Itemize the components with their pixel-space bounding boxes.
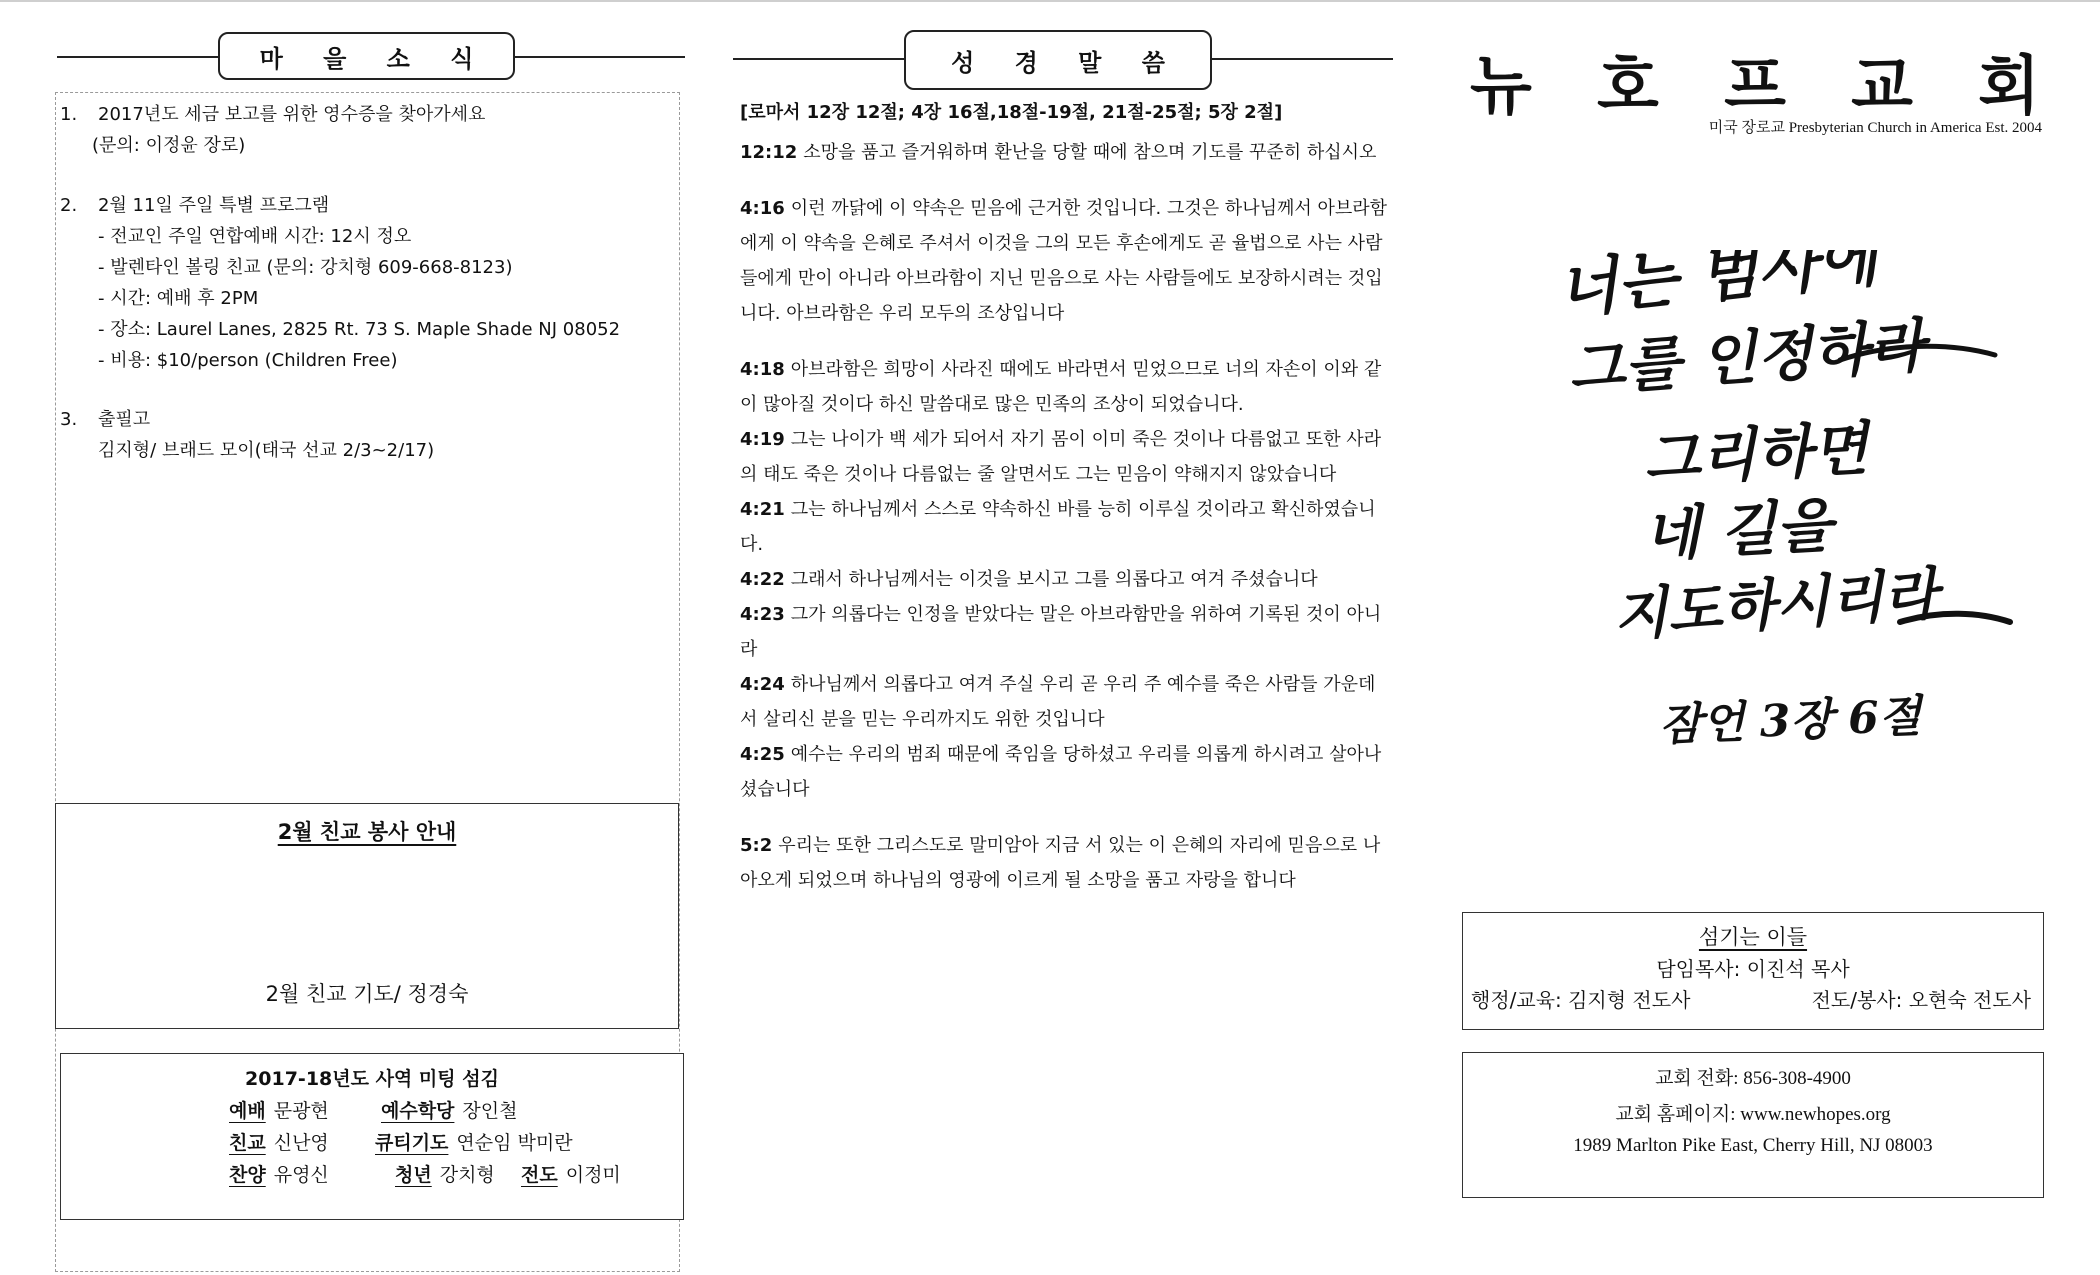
- verse-text: 그는 하나님께서 스스로 약속하신 바를 능히 이루실 것이라고 확신하였습니다.: [740, 499, 1376, 555]
- servant-admin: 행정/교육: 김지형 전도사: [1471, 988, 1691, 1012]
- verse-number: 4:19: [740, 429, 785, 450]
- news-line: - 비용: $10/person (Children Free): [98, 350, 398, 371]
- news-line: - 시간: 예배 후 2PM: [98, 288, 259, 309]
- meeting-row: [395, 1160, 495, 1187]
- news-line: (문의: 이정윤 장로): [92, 135, 246, 156]
- verse-text: 소망을 품고 즐거워하며 환난을 당할 때에 참으며 기도를 꾸준히 하십시오: [803, 142, 1377, 163]
- church-name-char: 뉴: [1470, 50, 1532, 124]
- meeting-role: 예배: [229, 1100, 266, 1122]
- verse-text: 우리는 또한 그리스도로 말미암아 지금 서 있는 이 은혜의 자리에 믿음으로 나아오게 되었으며 하나님의 영광에 이르게 될 소망을 품고 자랑을 합니다: [740, 835, 1381, 891]
- church-name: [1470, 35, 2040, 127]
- verse-text: 그는 나이가 백 세가 되어서 자기 몸이 이미 죽은 것이나 다름없고 또한 사라의 태도 죽은 것이나 다름없는 줄 알면서도 그는 믿음이 약해지지 않았습니다: [740, 429, 1382, 485]
- fellowship-title: 2월 친교 봉사 안내: [277, 820, 457, 844]
- verse-number: 4:21: [740, 499, 785, 520]
- calligraphy-line: 그를 인정하라: [1566, 311, 1927, 404]
- meeting-name: 장인철: [462, 1100, 518, 1122]
- verse-text: 그가 의롭다는 인정을 받았다는 말은 아브라함만을 위하여 기록된 것이 아니라: [740, 604, 1382, 660]
- contact-address: 1989 Marlton Pike East, Cherry Hill, NJ 08003: [1573, 1135, 1933, 1156]
- church-name-char: 교: [1851, 50, 1913, 124]
- servant-pastor: 담임목사: 이진석 목사: [1656, 957, 1850, 981]
- contact-phone: 교회 전화: 856-308-4900: [1655, 1068, 1851, 1089]
- servants-title: 섬기는 이들: [1698, 925, 1808, 949]
- calligraphy-verse: [1540, 250, 2040, 770]
- meeting-row: [229, 1096, 329, 1123]
- news-item-3: [60, 404, 434, 466]
- scripture-paragraph: [740, 828, 1390, 898]
- meeting-role: 찬양: [229, 1164, 266, 1186]
- calligraphy-line: 네 길을: [1642, 491, 1834, 569]
- news-number: 2.: [60, 195, 78, 216]
- meeting-title: 2017-18년도 사역 미팅 섬김: [245, 1068, 499, 1090]
- verse-text: 하나님께서 의롭다고 여겨 주실 우리 곧 우리 주 예수를 죽은 사람들 가운데서 살리신 분을 믿는 우리까지도 위한 것입니다: [740, 674, 1376, 730]
- meeting-name: 문광현: [273, 1100, 329, 1122]
- calligraphy-line: 지도하시리라: [1611, 560, 1940, 649]
- news-line: - 전교인 주일 연합예배 시간: 12시 정오: [98, 226, 412, 247]
- scripture-section-title: 성 경 말 씀: [904, 30, 1212, 90]
- news-item-1: [60, 99, 485, 161]
- church-name-char: 프: [1724, 50, 1786, 124]
- verse-text: 아브라함은 희망이 사라진 때에도 바라면서 믿었으므로 너의 자손이 이와 같이 많아질 것이다 하신 말씀대로 많은 민족의 조상이 되었습니다.: [740, 359, 1382, 415]
- verse-number: 4:24: [740, 674, 785, 695]
- scripture-paragraph: [740, 352, 1390, 807]
- meeting-role: 큐티기도: [375, 1132, 449, 1154]
- calligraphy-line: 너는 범사에: [1553, 250, 1881, 327]
- meeting-role: 청년: [395, 1164, 432, 1186]
- meeting-row: [375, 1128, 573, 1155]
- contact-homepage: 교회 홈페이지: www.newhopes.org: [1615, 1104, 1891, 1125]
- church-name-char: 호: [1597, 50, 1659, 124]
- meeting-name: 강치형: [439, 1164, 495, 1186]
- meeting-role: 전도: [521, 1164, 558, 1186]
- news-title: 2월 11일 주일 특별 프로그램: [98, 195, 330, 216]
- calligraphy-svg: [1540, 250, 2040, 770]
- scripture-paragraph: [740, 135, 1390, 170]
- scripture-reference: [로마서 12장 12절; 4장 16절,18절-19절, 21절-25절; 5장 2절]: [740, 102, 1283, 123]
- servants-box: [1462, 912, 2044, 1030]
- meeting-role: 예수학당: [381, 1100, 455, 1122]
- scripture-body: [740, 95, 1390, 919]
- news-number: 3.: [60, 409, 78, 430]
- fellowship-prayer: 2월 친교 기도/ 정경숙: [265, 982, 469, 1006]
- contact-box: [1462, 1052, 2044, 1198]
- verse-number: 4:25: [740, 744, 785, 765]
- verse-number: 4:18: [740, 359, 785, 380]
- verse-number: 5:2: [740, 835, 773, 856]
- verse-text: 이런 까닭에 이 약속은 믿음에 근거한 것입니다. 그것은 하나님께서 아브라함에게 이 약속을 은혜로 주셔서 이것을 그의 모든 후손에게도 곧 율법으로 사는 사람들에게 만이 아니라 아브라함이 지닌 믿음으로 사는 사람들에도 보장하시려는 것입니다. 아브라함은 우리 모두의 조상입니다: [740, 198, 1388, 324]
- news-title: 출필고: [98, 409, 151, 430]
- meeting-row: [229, 1160, 329, 1187]
- church-subtitle: 미국 장로교 Presbyterian Church in America Est. 2004: [1708, 120, 2042, 136]
- verse-text: 그래서 하나님께서는 이것을 보시고 그를 의롭다고 여겨 주셨습니다: [790, 569, 1318, 590]
- top-border: [0, 0, 2100, 2]
- verse-number: 4:16: [740, 198, 785, 219]
- verse-number: 4:23: [740, 604, 785, 625]
- verse-number: 4:22: [740, 569, 785, 590]
- news-section-title: 마 을 소 식: [218, 32, 515, 80]
- meeting-name: 신난영: [273, 1132, 329, 1154]
- news-number: 1.: [60, 104, 78, 125]
- meeting-box: [60, 1053, 684, 1220]
- meeting-name: 유영신: [273, 1164, 329, 1186]
- fellowship-box: [55, 803, 679, 1029]
- news-line: - 장소: Laurel Lanes, 2825 Rt. 73 S. Maple Shade NJ 08052: [98, 319, 621, 340]
- calligraphy-line: 그리하면: [1642, 414, 1870, 494]
- news-title: 2017년도 세금 보고를 위한 영수증을 찾아가세요: [98, 104, 486, 125]
- church-name-char: 회: [1978, 50, 2040, 124]
- meeting-name: 연순임 박미란: [456, 1132, 573, 1154]
- meeting-row: [521, 1160, 621, 1187]
- news-line: - 발렌타인 볼링 친교 (문의: 강치형 609-668-8123): [98, 257, 513, 278]
- meeting-name: 이정미: [565, 1164, 621, 1186]
- verse-text: 예수는 우리의 범죄 때문에 죽임을 당하셨고 우리를 의롭게 하시려고 살아나셨습니다: [740, 744, 1382, 800]
- servant-evangelism: 전도/봉사: 오현숙 전도사: [1811, 988, 2031, 1012]
- meeting-role: 친교: [229, 1132, 266, 1154]
- news-item-2: [60, 190, 620, 376]
- scripture-paragraph: [740, 191, 1390, 331]
- meeting-row: [381, 1096, 517, 1123]
- calligraphy-reference: 잠언 3장 6절: [1658, 690, 1923, 751]
- news-line: 김지형/ 브래드 모이(태국 선교 2/3~2/17): [98, 440, 435, 461]
- meeting-row: [229, 1128, 329, 1155]
- brush-stroke: [1900, 614, 2010, 622]
- verse-number: 12:12: [740, 142, 798, 163]
